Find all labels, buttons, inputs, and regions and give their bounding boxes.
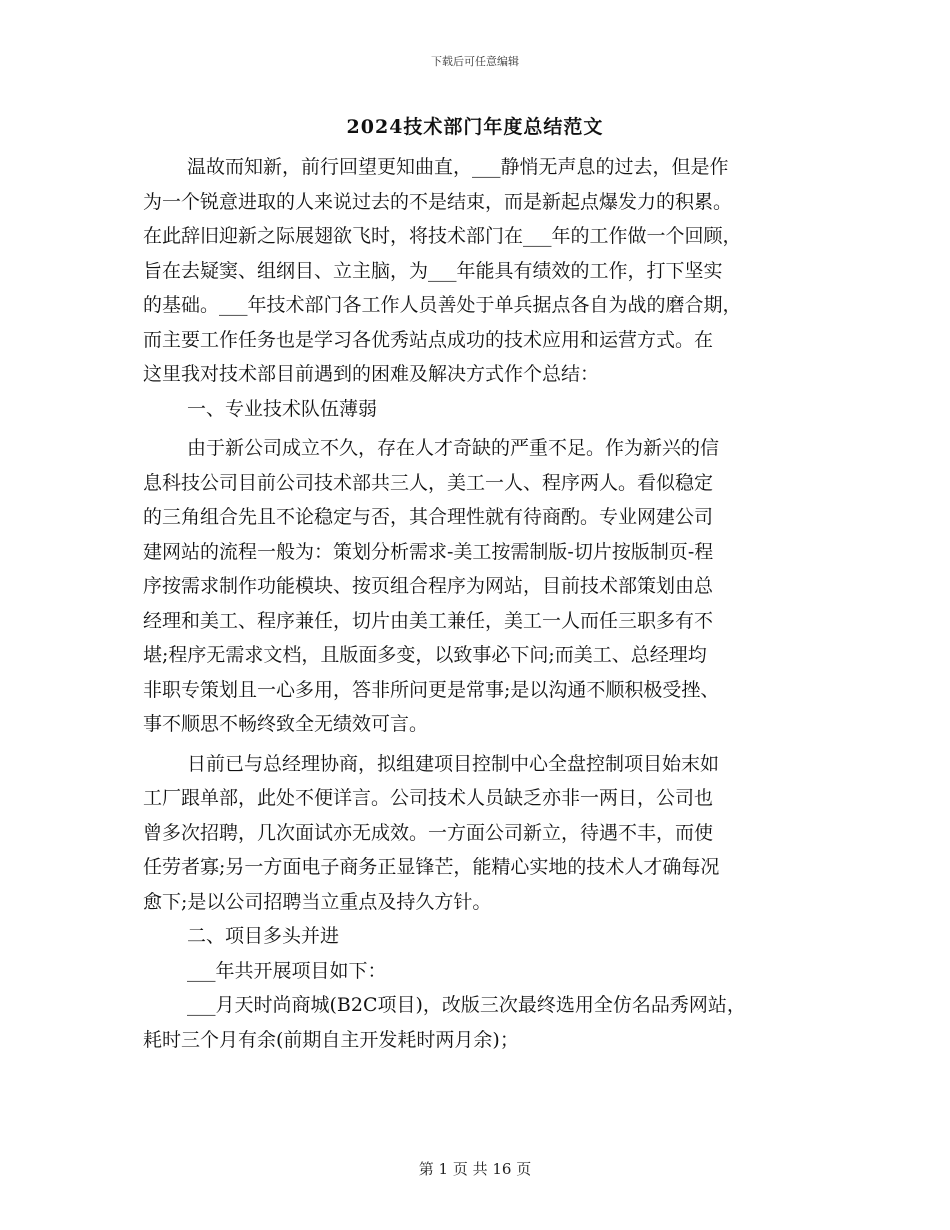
text-line: ___月天时尚商城(B2C项目)，改版三次最终选用全仿名品秀网站， bbox=[187, 994, 746, 1016]
text-line: 温故而知新，前行回望更知曲直，___静悄无声息的过去，但是作 bbox=[187, 156, 729, 178]
text-line: 建网站的流程一般为：策划分析需求-美工按需制版-切片按版制页-程 bbox=[143, 540, 714, 563]
text-line: 耗时三个月有余(前期自主开发耗时两月余)； bbox=[143, 1028, 519, 1051]
section-heading-1 bbox=[143, 392, 823, 427]
text-line: 序按需求制作功能模块、按页组合程序为网站，目前技术部策划由总 bbox=[143, 575, 714, 597]
text-line: 愈下;是以公司招聘当立重点及持久方针。 bbox=[143, 890, 492, 913]
section-heading: 一、专业技术队伍薄弱 bbox=[187, 397, 378, 420]
text-line: 由于新公司成立不久，存在人才奇缺的严重不足。作为新兴的信 bbox=[187, 437, 720, 459]
text-line: 这里我对技术部目前遇到的困难及解决方式作个总结： bbox=[143, 363, 600, 385]
text-line: 在此辞旧迎新之际展翅欲飞时，将技术部门在___年的工作做一个回顾， bbox=[143, 225, 742, 247]
text-line: 而主要工作任务也是学习各优秀站点成功的技术应用和运营方式。在 bbox=[143, 328, 714, 351]
document-body bbox=[143, 150, 823, 1057]
text-line: 任劳者寡;另一方面电子商务正显锋芒，能精心实地的技术人才确每况 bbox=[143, 856, 720, 878]
text-line: 的三角组合先且不论稳定与否，其合理性就有待商酌。专业网建公司 bbox=[143, 506, 714, 528]
paragraph-intro bbox=[143, 150, 823, 392]
paragraph-4 bbox=[143, 954, 823, 989]
text-line: 事不顺思不畅终致全无绩效可言。 bbox=[143, 713, 429, 735]
text-line: 息科技公司目前公司技术部共三人，美工一人、程序两人。看似稳定 bbox=[143, 471, 714, 494]
section-heading: 二、项目多头并进 bbox=[187, 925, 340, 947]
page-footer: 第 1 页 共 16 页 bbox=[418, 1160, 532, 1178]
paragraph-2 bbox=[143, 431, 823, 742]
text-line: 工厂跟单部，此处不便详言。公司技术人员缺乏亦非一两日，公司也 bbox=[143, 787, 714, 809]
text-line: 的基础。___年技术部门各工作人员善处于单兵据点各自为战的磨合期， bbox=[143, 294, 742, 316]
section-heading-2 bbox=[143, 919, 823, 954]
text-line: 为一个锐意进取的人来说过去的不是结束，而是新起点爆发力的积累。 bbox=[143, 190, 733, 213]
text-line: 非职专策划且一心多用，答非所问更是常事;是以沟通不顺积极受挫、 bbox=[143, 678, 720, 701]
page-title: 2024技术部门年度总结范文 bbox=[346, 116, 604, 138]
text-line: 曾多次招聘，几次面试亦无成效。一方面公司新立，待遇不丰，而使 bbox=[143, 821, 714, 844]
text-line: 日前已与总经理协商，拟组建项目控制中心全盘控制项目始末如 bbox=[187, 752, 720, 775]
text-line: 经理和美工、程序兼任，切片由美工兼任，美工一人而任三职多有不 bbox=[143, 609, 714, 632]
text-line: ___年共开展项目如下： bbox=[187, 959, 387, 982]
text-line: 旨在去疑窦、组纲目、立主脑，为___年能具有绩效的工作，打下坚实 bbox=[143, 259, 723, 282]
paragraph-5 bbox=[143, 988, 823, 1057]
paragraph-3 bbox=[143, 747, 823, 920]
header-note: 下载后可任意编辑 bbox=[431, 55, 519, 68]
text-line: 堪;程序无需求文档，且版面多变，以致事必下问;而美工、总经理均 bbox=[143, 644, 707, 666]
